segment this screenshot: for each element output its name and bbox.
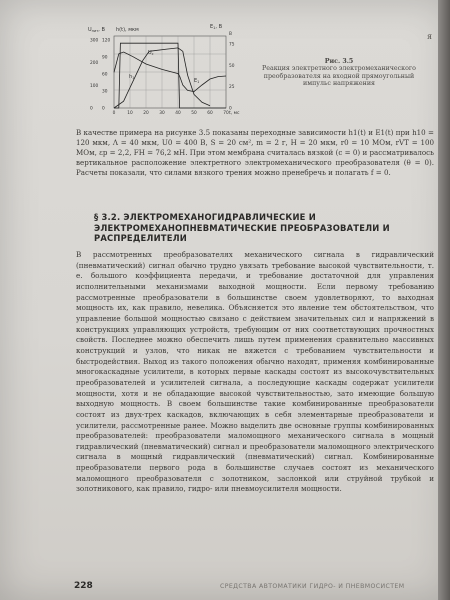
mid-tick-label: 90 (102, 55, 108, 61)
left-tick-label: 200 (90, 61, 99, 67)
right-axis-unit: В (229, 32, 232, 37)
right-tick-label: 75 (229, 42, 235, 48)
mid-tick-label: 60 (102, 72, 108, 78)
figure-caption-text: Реакция электретного электромеханического преобразователя на входной прямоугольный импульс напряжения (262, 65, 416, 87)
left-tick-label: 100 (90, 83, 99, 89)
x-tick-label: 40 (175, 111, 181, 116)
x-axis-unit: t, мс (229, 111, 240, 116)
running-footer: СРЕДСТВА АВТОМАТИКИ ГИДРО- И ПНЕВМОСИСТЕМ (220, 583, 405, 590)
x-tick-label: 50 (191, 111, 197, 116)
body-paragraph: В рассмотренных преобразователях механического сигнала в гидравлический (пневматический) сигнал обычно трудно увязать требование высокой чувствительности, т. е. большого коэффициента передачи, и требование достаточной для управления исполнительными механизмами выходной мощности. Если первому требованию рассмотренные преобразователи в большинстве своем удовлетворяют, то выходная мощность их, как правило, невелика. Объясняется это явление тем обстоятельством, что управление большой мощностью связано с действием значительных сил и напряжений в конструкциях управляющих устройств, требующим от них соответствующих прочностных свойств. Последнее можно обеспечить лишь путем применения сравнительно массивных конструкций и узлов, что никак не вяжется с требованием чувствительности и быстродействия. Выход из такого положения обычно находят, применяя комбинированные многокаскадные усилители, в которых первые каскады состоят из высокочувствительных преобразователей и усилителей сигнала, а последующие каскады содержат усилители мощности, хотя и не обладающие высокой чувствительностью, зато имеющие большую выходную мощность. В своем большинстве такие комбинированные преобразователи состоят из двух-трех каскадов, включающих в себя элементарные преобразователи и усилители, рассмотренные ранее. Можно выделить две основные группы комбинированных преобразователей: преобразователи маломощного механического сигнала в мощный гидравлический (пневматический) сигнал и преобразователи маломощного электрического сигнала в мощный гидравлический (пневматический) сигнал. Комбинированные преобразователи первого рода в большинстве случаев состоят из механического маломощного преобразователя с золотником, заслонкой или струйной трубкой и золотникового, как правило, гидро- или пневмоусилителя мощности. (76, 250, 434, 494)
right-tick-label: 25 (229, 85, 235, 91)
right-tick-label: 50 (229, 63, 235, 69)
h1-curve-label: $h_1$ (129, 74, 135, 80)
figure-3-5-graph (86, 22, 244, 122)
x-tick-label: 20 (143, 111, 149, 116)
x-tick-label: 10 (127, 111, 133, 116)
mid-tick-label: 120 (102, 38, 111, 44)
intro-paragraph: В качестве примера на рисунке 3.5 показаны переходные зависимости h1(t) и E1(t) при h10 = 120 мкм, Λ = 40 мкм, U0 = 400 В, S = 20 см², m = 2 г, H = 20 мкм, r0 = 10 МОм, rVT = 100 МОм, εp = 2,2, FH = 76,2 мН. При этом мембрана считалась вязкой (c = 0) и рассматривалось вертикальное расположение электретного электромеханического преобразователя (θ = 0). Расчеты показали, что силами вязкого трения можно пренебречь и полагать f = 0. (76, 128, 434, 178)
transient-response-chart (86, 22, 244, 122)
page-edge (438, 0, 450, 600)
e1-curve-label: $E_1$ (194, 78, 200, 84)
e-axis-label: $E_1$, B (210, 24, 223, 30)
figure-label: Рис. 3.5 (324, 58, 354, 65)
x-tick-label: 70 (223, 111, 229, 116)
plot-grid (114, 36, 226, 108)
left-tick-label: 300 (90, 38, 99, 44)
x-tick-label: 30 (159, 111, 165, 116)
right-tick-label: 0 (229, 106, 232, 112)
h-axis-label: h(t), мкм (116, 27, 139, 33)
axis-ticks (90, 31, 235, 116)
section-heading: § 3.2. ЭЛЕКТРОМЕХАНОГИДРАВЛИЧЕСКИЕ И ЭЛЕКТРОМЕХАНОПНЕВМАТИЧЕСКИЕ ПРЕОБРАЗОВАТЕЛИ И РАСПРЕДЕЛИТЕЛИ (94, 212, 390, 244)
x-tick-label: 60 (207, 111, 213, 116)
corner-mark: я (427, 32, 433, 41)
x-tick-label: 0 (112, 111, 116, 116)
left-tick-label: 0 (90, 106, 93, 112)
mid-tick-label: 30 (102, 89, 108, 95)
left-axis-label: $U_{пит}$, B (88, 27, 105, 33)
uc-curve-label: $U_c$ (148, 50, 154, 56)
mid-tick-label: 0 (102, 106, 105, 112)
page-number: 228 (74, 581, 93, 591)
figure-caption (250, 58, 428, 87)
